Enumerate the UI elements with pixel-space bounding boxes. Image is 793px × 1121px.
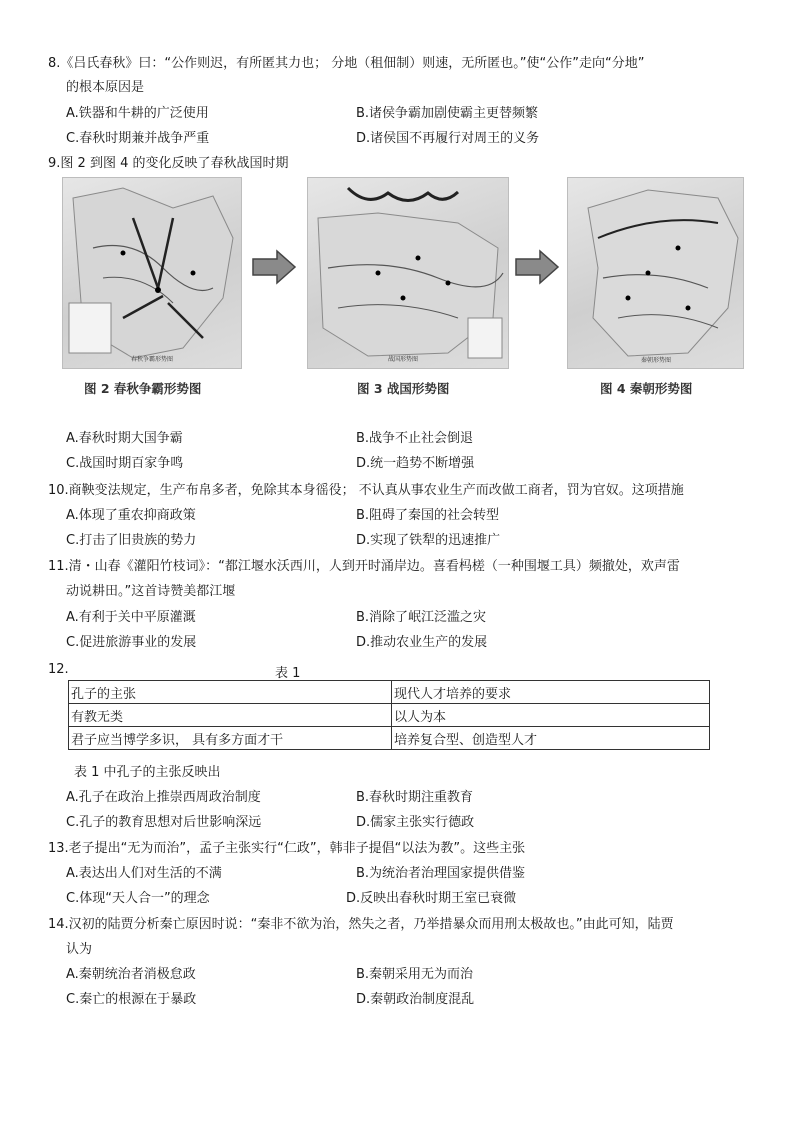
q14-stem-cont: 认为: [66, 942, 93, 957]
q11-stem-cont: 动说耕田。”这首诗赞美都江堰: [66, 584, 236, 599]
q10-option-a[interactable]: A.体现了重农抑商政策: [66, 508, 196, 523]
q9-map-figures: [62, 177, 742, 367]
table-cell: 君子应当博学多识， 具有多方面才干: [69, 727, 392, 750]
q10-stem: 10.商鞅变法规定，生产布帛多者，免除其本身徭役； 不认真从事农业生产而改做工商者，罚为官奴。这项措施: [48, 483, 684, 498]
q13-stem: 13.老子提出“无为而治”，孟子主张实行“仁政”，韩非子提倡“以法为教”。这些主张: [48, 841, 526, 856]
q13-option-c[interactable]: C.体现“天人合一”的理念: [66, 891, 210, 906]
q9-stem: 9.图 2 到图 4 的变化反映了春秋战国时期: [48, 156, 289, 171]
map-qin-dynasty: [567, 177, 744, 369]
table-1: [68, 680, 710, 750]
q9-option-a[interactable]: A.春秋时期大国争霸: [66, 431, 183, 446]
q13-option-b[interactable]: B.为统治者治理国家提供借鉴: [356, 866, 526, 881]
q14-option-d[interactable]: D.秦朝政治制度混乱: [356, 992, 475, 1007]
map-spring-autumn-label: 春秋争霸形势图: [130, 356, 174, 363]
map-qin-dynasty-drawing: [568, 178, 743, 368]
map-spring-autumn: [62, 177, 242, 369]
q10-option-d[interactable]: D.实现了铁犁的迅速推广: [356, 533, 501, 548]
q11-stem: 11.清・山春《灌阳竹枝词》：“都江堰水沃西川，人到开时涌岸边。喜看杩槎（一种围堰工具）频撤处，欢声雷: [48, 559, 680, 574]
table-cell: 孔子的主张: [69, 681, 392, 704]
table-cell: 现代人才培养的要求: [392, 681, 710, 704]
q11-option-a[interactable]: A.有利于关中平原灌溉: [66, 610, 196, 625]
q13-option-d[interactable]: D.反映出春秋时期王室已衰微: [346, 891, 517, 906]
q9-option-b[interactable]: B.战争不止社会倒退: [356, 431, 474, 446]
q9-option-c[interactable]: C.战国时期百家争鸣: [66, 456, 184, 471]
q12-option-a[interactable]: A.孔子在政治上推崇西周政治制度: [66, 790, 261, 805]
q12-option-c[interactable]: C.孔子的教育思想对后世影响深远: [66, 815, 262, 830]
table-cell: 有教无类: [69, 704, 392, 727]
q11-option-c[interactable]: C.促进旅游事业的发展: [66, 635, 197, 650]
figure-3-caption: 图 3 战国形势图: [357, 381, 450, 396]
table-row: [69, 681, 710, 704]
q10-option-c[interactable]: C.打击了旧贵族的势力: [66, 533, 197, 548]
table-cell: 以人为本: [392, 704, 710, 727]
q11-option-d[interactable]: D.推动农业生产的发展: [356, 635, 488, 650]
q14-option-c[interactable]: C.秦亡的根源在于暴政: [66, 992, 197, 1007]
q8-option-a[interactable]: A.铁器和牛耕的广泛使用: [66, 106, 209, 121]
q8-stem-cont: 的根本原因是: [66, 80, 145, 95]
map-warring-states-drawing: [308, 178, 508, 368]
figure-4-caption: 图 4 秦朝形势图: [600, 381, 693, 396]
q12-option-b[interactable]: B.春秋时期注重教育: [356, 790, 474, 805]
arrow-icon: [251, 249, 297, 285]
q14-option-a[interactable]: A.秦朝统治者消极怠政: [66, 967, 196, 982]
figure-2-caption: 图 2 春秋争霸形势图: [84, 381, 202, 396]
map-warring-states-label: 战国形势图: [387, 356, 419, 363]
table-1-caption: 表 1: [275, 666, 301, 681]
q8-option-c[interactable]: C.春秋时期兼并战争严重: [66, 131, 210, 146]
arrow-icon: [514, 249, 560, 285]
q8-option-b[interactable]: B.诸侯争霸加剧使霸主更替频繁: [356, 106, 539, 121]
q12-number: 12.: [48, 662, 69, 677]
q8-option-d[interactable]: D.诸侯国不再履行对周王的义务: [356, 131, 540, 146]
table-row: [69, 727, 710, 750]
table-row: [69, 704, 710, 727]
q14-option-b[interactable]: B.秦朝采用无为而治: [356, 967, 474, 982]
q10-option-b[interactable]: B.阻碍了秦国的社会转型: [356, 508, 500, 523]
q8-stem: 8.《吕氏春秋》曰：“公作则迟，有所匿其力也； 分地（租佃制）则速，无所匿也。”使“公作”走向“分地”: [48, 56, 645, 71]
q12-option-d[interactable]: D.儒家主张实行德政: [356, 815, 475, 830]
q12-stem: 表 1 中孔子的主张反映出: [74, 765, 221, 780]
q13-option-a[interactable]: A.表达出人们对生活的不满: [66, 866, 222, 881]
table-cell: 培养复合型、创造型人才: [392, 727, 710, 750]
map-warring-states: [307, 177, 509, 369]
q14-stem: 14.汉初的陆贾分析秦亡原因时说：“秦非不欲为治，然失之者，乃举措暴众而用刑太极故也。”由此可知，陆贾: [48, 917, 674, 932]
map-spring-autumn-drawing: [63, 178, 241, 368]
q11-option-b[interactable]: B.消除了岷江泛滥之灾: [356, 610, 487, 625]
map-qin-dynasty-label: 秦朝形势图: [640, 357, 672, 364]
q9-option-d[interactable]: D.统一趋势不断增强: [356, 456, 475, 471]
